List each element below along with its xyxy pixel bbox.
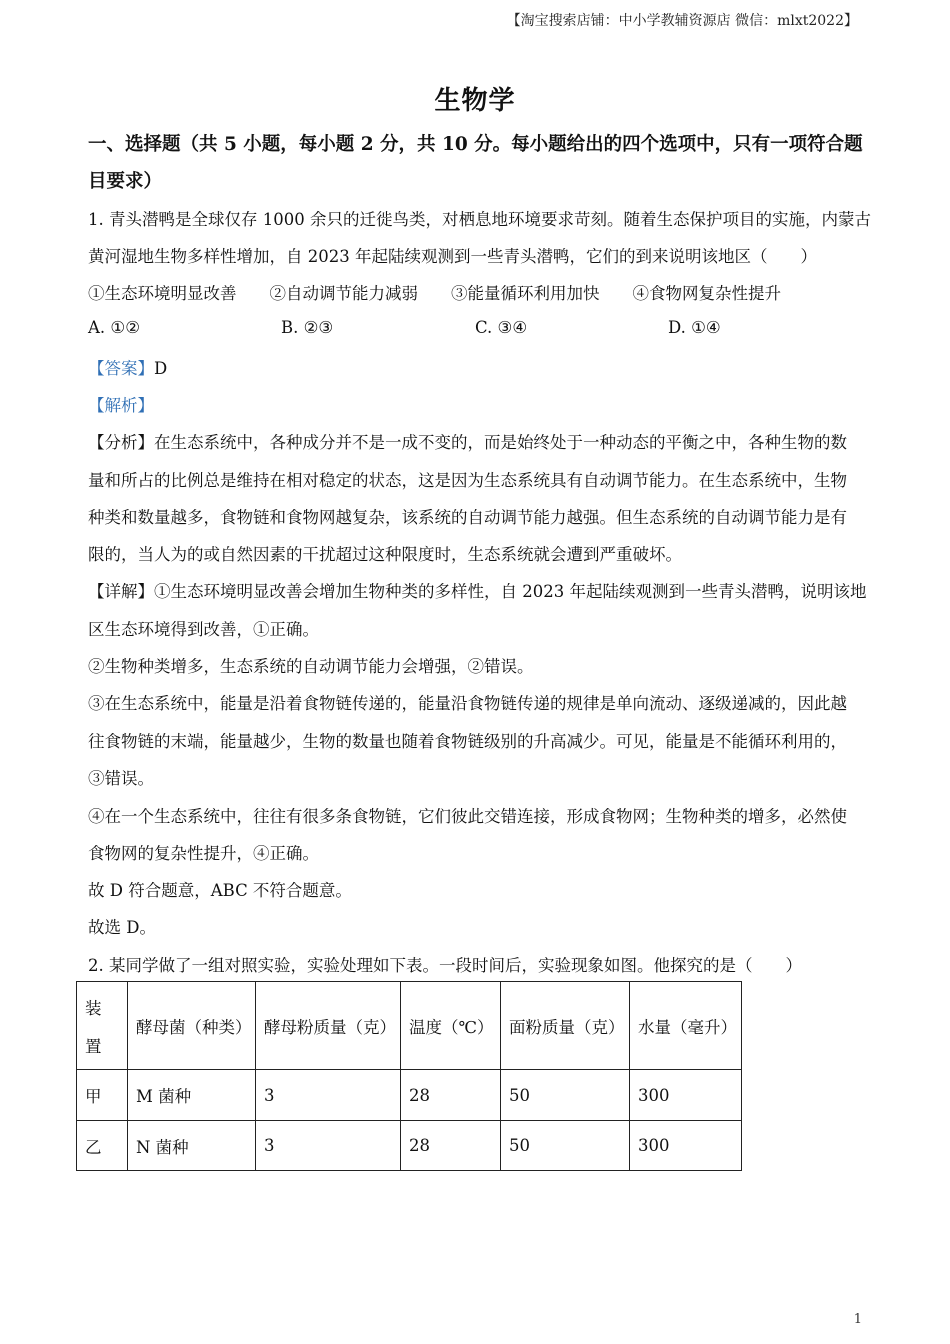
fenxi-tag: 【分析】 bbox=[88, 433, 154, 452]
analysis-tag: 【解析】 bbox=[88, 396, 154, 415]
table-row bbox=[77, 1070, 742, 1121]
answer-value: D bbox=[154, 359, 168, 378]
table-header-cell: 酵母菌（种类） bbox=[128, 982, 256, 1070]
fenxi-text-1: 在生态系统中，各种成分并不是一成不变的，而是始终处于一种动态的平衡之中，各种生物的数 bbox=[154, 433, 847, 452]
table-header-row bbox=[77, 982, 742, 1070]
table-cell: 50 bbox=[501, 1121, 630, 1171]
table-cell: 50 bbox=[501, 1070, 630, 1121]
detail-line5: 往食物链的末端，能量越少，生物的数量也随着食物链级别的升高减少。可见，能量是不能循环利用的， bbox=[88, 732, 847, 751]
table-cell: 300 bbox=[630, 1070, 742, 1121]
q1-answer-line bbox=[88, 355, 167, 379]
table-cell: M 菌种 bbox=[128, 1070, 256, 1121]
table-cell: 28 bbox=[401, 1070, 501, 1121]
answer-tag: 【答案】 bbox=[88, 359, 154, 378]
header-note: 【淘宝搜索店铺：中小学教辅资源店 微信：mlxt2022】 bbox=[506, 13, 858, 29]
page-title: 生物学 bbox=[434, 86, 516, 116]
q1-option-a: A. ①② bbox=[88, 318, 140, 337]
table-cell: 300 bbox=[630, 1121, 742, 1171]
fenxi-line4: 限的，当人为的或自然因素的干扰超过这种限度时，生态系统就会遭到严重破坏。 bbox=[88, 545, 682, 564]
table-header-cell: 温度（℃） bbox=[401, 982, 501, 1070]
q1-option-d: D. ①④ bbox=[668, 318, 721, 337]
detail-line3: ②生物种类增多，生态系统的自动调节能力会增强，②错误。 bbox=[88, 657, 534, 676]
table-cell: 28 bbox=[401, 1121, 501, 1171]
detail-line9: 故 D 符合题意，ABC 不符合题意。 bbox=[88, 881, 352, 900]
q1-option-c: C. ③④ bbox=[475, 318, 528, 337]
header-cell-line1: 装 bbox=[85, 998, 102, 1018]
fenxi-line3: 种类和数量越多，食物链和食物网越复杂，该系统的自动调节能力越强。但生态系统的自动调节能力是有 bbox=[88, 508, 847, 527]
experiment-table bbox=[76, 981, 742, 1171]
detail-line10: 故选 D。 bbox=[88, 918, 156, 937]
table-cell: 甲 bbox=[77, 1070, 128, 1121]
q1-items: ①生态环境明显改善 ②自动调节能力减弱 ③能量循环利用加快 ④食物网复杂性提升 bbox=[88, 284, 781, 303]
q2-stem: 2. 某同学做了一组对照实验，实验处理如下表。一段时间后，实验现象如图。他探究的是（ ） bbox=[88, 956, 802, 975]
table-header-cell bbox=[77, 982, 128, 1070]
detail-line1 bbox=[88, 578, 866, 602]
table-cell: 乙 bbox=[77, 1121, 128, 1171]
detail-line2: 区生态环境得到改善，①正确。 bbox=[88, 620, 319, 639]
section-heading-line2: 目要求） bbox=[88, 171, 163, 192]
detail-line6: ③错误。 bbox=[88, 769, 154, 788]
table-cell: 3 bbox=[256, 1070, 401, 1121]
detail-text-1: ①生态环境明显改善会增加生物种类的多样性，自 2023 年起陆续观测到一些青头潜鸭，说明该地 bbox=[154, 582, 867, 601]
detail-tag: 【详解】 bbox=[88, 582, 154, 601]
detail-line4: ③在生态系统中，能量是沿着食物链传递的，能量沿食物链传递的规律是单向流动、逐级递减的，因此越 bbox=[88, 694, 847, 713]
table-cell: 3 bbox=[256, 1121, 401, 1171]
table-header-cell: 水量（毫升） bbox=[630, 982, 742, 1070]
fenxi-line2: 量和所占的比例总是维持在相对稳定的状态，这是因为生态系统具有自动调节能力。在生态系统中，生物 bbox=[88, 471, 847, 490]
section-heading-line1: 一、选择题（共 5 小题，每小题 2 分，共 10 分。每小题给出的四个选项中，只有一项符合题 bbox=[88, 134, 863, 155]
table-cell: N 菌种 bbox=[128, 1121, 256, 1171]
table-header-cell: 酵母粉质量（克） bbox=[256, 982, 401, 1070]
fenxi-line1 bbox=[88, 429, 847, 453]
table-header-cell: 面粉质量（克） bbox=[501, 982, 630, 1070]
header-cell-line2: 置 bbox=[85, 1036, 102, 1056]
table-row bbox=[77, 1121, 742, 1171]
detail-line8: 食物网的复杂性提升，④正确。 bbox=[88, 844, 319, 863]
detail-line7: ④在一个生态系统中，往往有很多条食物链，它们彼此交错连接，形成食物网；生物种类的增多，必然使 bbox=[88, 807, 847, 826]
q1-stem-line2: 黄河湿地生物多样性增加，自 2023 年起陆续观测到一些青头潜鸭，它们的到来说明该地区（ ） bbox=[88, 247, 817, 266]
q1-stem-line1: 1. 青头潜鸭是全球仅存 1000 余只的迁徙鸟类，对栖息地环境要求苛刻。随着生态保护项目的实施，内蒙古 bbox=[88, 210, 871, 229]
q1-option-b: B. ②③ bbox=[281, 318, 334, 337]
page-number: 1 bbox=[853, 1312, 862, 1327]
